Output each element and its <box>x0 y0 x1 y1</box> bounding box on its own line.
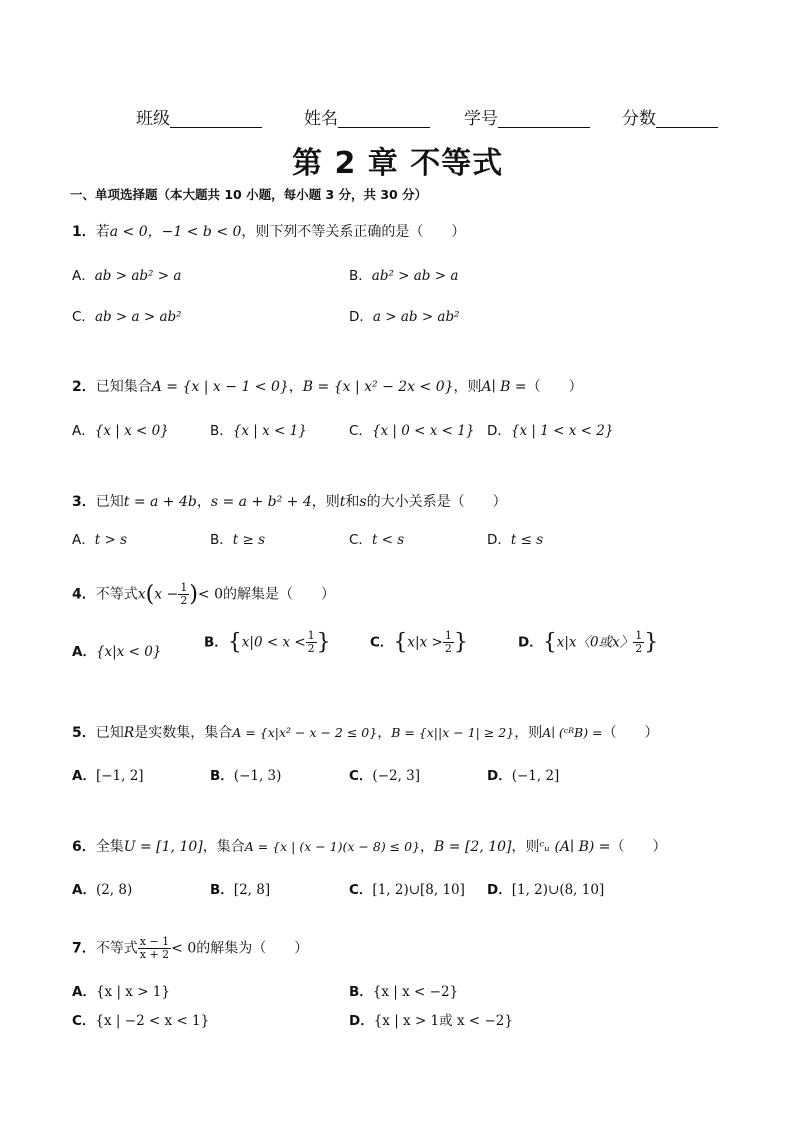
q7-option-c[interactable]: C．{x | −2 < x < 1} <box>72 1013 210 1029</box>
score-label: 分数 <box>622 109 656 129</box>
q4-option-a[interactable]: A．{x|x < 0} <box>72 644 162 660</box>
q2-option-c[interactable]: C．{x | 0 < x < 1} <box>349 423 475 439</box>
q4-option-c[interactable]: C．{x|x > $\frac{1}{2}$ } <box>370 629 468 655</box>
q4-option-b[interactable]: B．{x|0 < x < $\frac{1}{2}$ } <box>204 629 331 655</box>
class-field[interactable] <box>136 104 262 129</box>
student-id-blank[interactable] <box>498 109 590 128</box>
question-number: 6． <box>72 839 96 855</box>
question-2: 2．已知集合A = {x | x − 1 < 0}，B = {x | x² − 2x < 0}，则A∣ B =（ ） <box>72 379 583 395</box>
question-number: 1． <box>72 224 96 240</box>
q7-option-a[interactable]: A．{x | x > 1} <box>72 984 170 1000</box>
q1-option-c[interactable]: C．ab > a > ab² <box>72 309 182 325</box>
question-5: 5．已知R是实数集，集合A = {x|x² − x − 2 ≤ 0}，B = {x||x − 1| ≥ 2}，则A∣ (ᶜᴿB) =（ ） <box>72 725 659 741</box>
student-id-label: 学号 <box>464 109 498 129</box>
fraction-expr: $\frac{x - 1}{x + 2}$ <box>139 935 170 961</box>
q2-option-b[interactable]: B．{x | x < 1} <box>210 423 307 439</box>
question-1: 1．若a < 0，−1 < b < 0，则下列不等关系正确的是（ ） <box>72 224 466 240</box>
q7-option-d[interactable]: D．{x | x > 1或 x < −2} <box>349 1013 513 1029</box>
q7-option-b[interactable]: B．{x | x < −2} <box>349 984 459 1000</box>
q1-option-b[interactable]: B．ab² > ab > a <box>349 268 459 284</box>
q5-option-d[interactable]: D．(−1, 2] <box>487 768 560 784</box>
q3-option-b[interactable]: B．t ≥ s <box>210 532 266 548</box>
page-title: 第 2 章 不等式 <box>292 146 504 181</box>
q1-option-d[interactable]: D．a > ab > ab² <box>349 309 460 325</box>
name-label: 姓名 <box>304 109 338 129</box>
q6-option-b[interactable]: B．[2, 8] <box>210 882 271 898</box>
question-3: 3．已知t = a + 4b，s = a + b² + 4，则t和s的大小关系是（ ） <box>72 494 507 510</box>
q2-option-d[interactable]: D．{x | 1 < x < 2} <box>487 423 614 439</box>
class-label: 班级 <box>136 109 170 129</box>
question-number: 7． <box>72 940 96 957</box>
q3-option-c[interactable]: C．t < s <box>349 532 405 548</box>
section-heading: 一、单项选择题（本大题共 10 小题，每小题 3 分，共 30 分） <box>70 187 428 202</box>
q5-option-c[interactable]: C．(−2, 3] <box>349 768 421 784</box>
fraction-one-half: $\frac{1}{2}$ <box>180 581 188 607</box>
question-number: 3． <box>72 494 96 510</box>
question-number: 4． <box>72 586 96 603</box>
class-blank[interactable] <box>170 109 262 128</box>
question-6: 6．全集U = [1, 10]，集合A = {x | (x − 1)(x − 8) ≤ 0}，B = [2, 10]，则ᶜᵤ (A∣ B) =（ ） <box>72 839 667 855</box>
q1-option-a[interactable]: A．ab > ab² > a <box>72 268 182 284</box>
q5-option-a[interactable]: A．[−1, 2] <box>72 768 144 784</box>
question-4: 4．不等式x(x − $\frac{1}{2}$ )< 0的解集是（ ） <box>72 581 336 607</box>
score-field[interactable] <box>622 104 718 129</box>
q3-option-a[interactable]: A．t > s <box>72 532 127 548</box>
name-field[interactable] <box>304 104 430 129</box>
question-number: 2． <box>72 379 96 395</box>
math-expr: a < 0，−1 < b < 0 <box>109 224 242 240</box>
q6-option-a[interactable]: A．(2, 8) <box>72 882 133 898</box>
question-7: 7．不等式 $\frac{x - 1}{x + 2}$ < 0的解集为（ ） <box>72 935 309 961</box>
q2-option-a[interactable]: A．{x | x < 0} <box>72 423 169 439</box>
q6-option-c[interactable]: C．[1, 2)∪[8, 10] <box>349 882 465 898</box>
student-id-field[interactable] <box>464 104 590 129</box>
name-blank[interactable] <box>338 109 430 128</box>
q4-option-d[interactable]: D．{x|x〈0或x〉 $\frac{1}{2}$ } <box>518 629 659 655</box>
score-blank[interactable] <box>656 109 718 128</box>
q6-option-d[interactable]: D．[1, 2)∪(8, 10] <box>487 882 605 898</box>
q5-option-b[interactable]: B．(−1, 3) <box>210 768 282 784</box>
q3-option-d[interactable]: D．t ≤ s <box>487 532 544 548</box>
question-number: 5． <box>72 725 96 741</box>
